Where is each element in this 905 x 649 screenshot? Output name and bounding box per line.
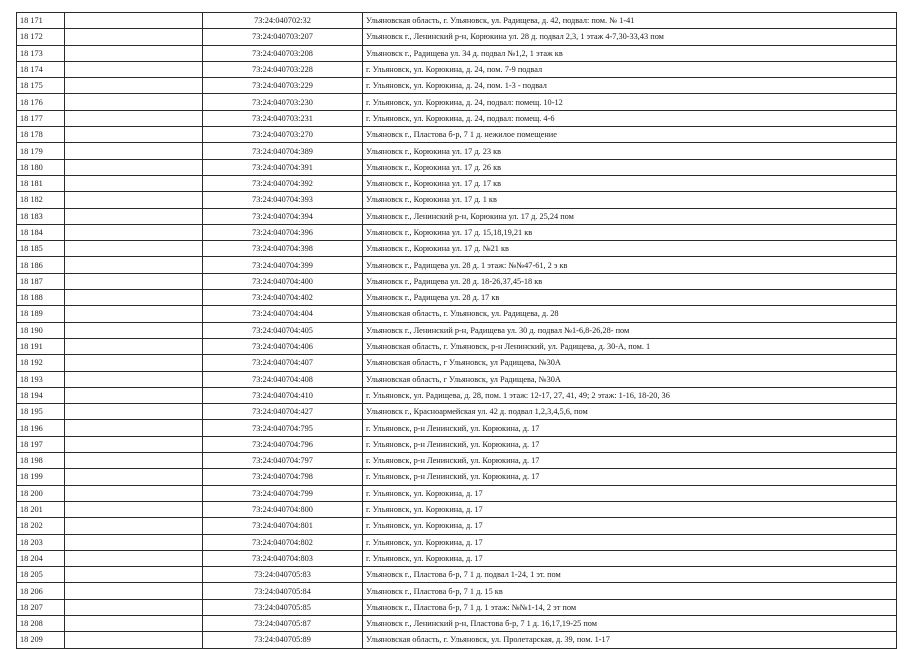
table-row (17, 550, 897, 566)
empty-cell (65, 78, 203, 94)
address-cell: г. Ульяновск, ул. Корюкина, д. 24, пом. 7-9 подвал (363, 61, 897, 77)
cadastral-number-cell: 73:24:040704:392 (203, 175, 363, 191)
cadastral-number-cell: 73:24:040704:801 (203, 518, 363, 534)
cadastral-number-cell: 73:24:040704:410 (203, 387, 363, 403)
cadastral-number-cell: 73:24:040704:406 (203, 338, 363, 354)
table-row (17, 127, 897, 143)
empty-cell (65, 306, 203, 322)
address-cell: Ульяновск г., Корюкина ул. 17 д. 23 кв (363, 143, 897, 159)
row-number-cell: 18 177 (17, 110, 65, 126)
address-cell: Ульяновская область, г Ульяновск, ул Радищева, №30А (363, 371, 897, 387)
address-cell: г. Ульяновск, ул. Корюкина, д. 17 (363, 550, 897, 566)
cadastral-number-cell: 73:24:040704:389 (203, 143, 363, 159)
row-number-cell: 18 194 (17, 387, 65, 403)
table-row (17, 485, 897, 501)
row-number-cell: 18 202 (17, 518, 65, 534)
row-number-cell: 18 189 (17, 306, 65, 322)
row-number-cell: 18 205 (17, 567, 65, 583)
empty-cell (65, 61, 203, 77)
cadastral-number-cell: 73:24:040704:799 (203, 485, 363, 501)
address-cell: г. Ульяновск, ул. Корюкина, д. 24, пом. 1-3 - подвал (363, 78, 897, 94)
row-number-cell: 18 178 (17, 127, 65, 143)
table-row (17, 159, 897, 175)
address-cell: Ульяновск г., Пластова б-р, 7 1 д. подвал 1-24, 1 эт. пом (363, 567, 897, 583)
address-cell: г. Ульяновск, р-н Ленинский, ул. Корюкина, д. 17 (363, 420, 897, 436)
empty-cell (65, 94, 203, 110)
table-row (17, 208, 897, 224)
address-cell: Ульяновск г., Пластова б-р, 7 1 д. нежилое помещение (363, 127, 897, 143)
empty-cell (65, 143, 203, 159)
row-number-cell: 18 175 (17, 78, 65, 94)
table-row (17, 583, 897, 599)
table-row (17, 534, 897, 550)
row-number-cell: 18 204 (17, 550, 65, 566)
empty-cell (65, 567, 203, 583)
row-number-cell: 18 201 (17, 501, 65, 517)
row-number-cell: 18 184 (17, 224, 65, 240)
row-number-cell: 18 185 (17, 241, 65, 257)
cadastral-number-cell: 73:24:040704:391 (203, 159, 363, 175)
table-row (17, 45, 897, 61)
empty-cell (65, 159, 203, 175)
table-row (17, 257, 897, 273)
table-row (17, 567, 897, 583)
address-cell: Ульяновск г., Корюкина ул. 17 д. 26 кв (363, 159, 897, 175)
empty-cell (65, 534, 203, 550)
address-cell: Ульяновская область, г Ульяновск, ул Радищева, №30А (363, 355, 897, 371)
address-cell: Ульяновск г., Ленинский р-н, Корюкина ул. 28 д. подвал 2,3, 1 этаж 4-7,30-33,43 пом (363, 29, 897, 45)
table-row (17, 192, 897, 208)
cadastral-number-cell: 73:24:040703:208 (203, 45, 363, 61)
address-cell: г. Ульяновск, ул. Корюкина, д. 17 (363, 485, 897, 501)
empty-cell (65, 45, 203, 61)
table-row (17, 436, 897, 452)
cadastral-number-cell: 73:24:040705:89 (203, 632, 363, 648)
table-row (17, 371, 897, 387)
table-row (17, 518, 897, 534)
empty-cell (65, 290, 203, 306)
row-number-cell: 18 197 (17, 436, 65, 452)
cadastral-number-cell: 73:24:040704:408 (203, 371, 363, 387)
address-cell: Ульяновск г., Корюкина ул. 17 д. 15,18,19,21 кв (363, 224, 897, 240)
cadastral-number-cell: 73:24:040704:404 (203, 306, 363, 322)
empty-cell (65, 404, 203, 420)
empty-cell (65, 127, 203, 143)
address-cell: г. Ульяновск, ул. Корюкина, д. 24, подвал: помещ. 4-6 (363, 110, 897, 126)
address-cell: Ульяновск г., Радищева ул. 28 д. 18-26,37,45-18 кв (363, 273, 897, 289)
row-number-cell: 18 176 (17, 94, 65, 110)
table-row (17, 469, 897, 485)
empty-cell (65, 355, 203, 371)
table-row (17, 453, 897, 469)
address-cell: г. Ульяновск, ул. Корюкина, д. 17 (363, 534, 897, 550)
row-number-cell: 18 183 (17, 208, 65, 224)
address-cell: Ульяновск г., Корюкина ул. 17 д. 1 кв (363, 192, 897, 208)
row-number-cell: 18 179 (17, 143, 65, 159)
address-cell: Ульяновск г., Ленинский р-н, Корюкина ул. 17 д. 25,24 пом (363, 208, 897, 224)
table-row (17, 94, 897, 110)
table-row (17, 306, 897, 322)
empty-cell (65, 13, 203, 29)
cadastral-number-cell: 73:24:040704:427 (203, 404, 363, 420)
row-number-cell: 18 180 (17, 159, 65, 175)
row-number-cell: 18 186 (17, 257, 65, 273)
cadastral-number-cell: 73:24:040704:394 (203, 208, 363, 224)
table-row (17, 420, 897, 436)
address-cell: г. Ульяновск, р-н Ленинский, ул. Корюкина, д. 17 (363, 453, 897, 469)
cadastral-number-cell: 73:24:040704:803 (203, 550, 363, 566)
cadastral-number-cell: 73:24:040704:399 (203, 257, 363, 273)
empty-cell (65, 257, 203, 273)
row-number-cell: 18 195 (17, 404, 65, 420)
empty-cell (65, 518, 203, 534)
address-cell: Ульяновская область, г. Ульяновск, ул. Пролетарская, д. 39, пом. 1-17 (363, 632, 897, 648)
address-cell: Ульяновская область, г. Ульяновск, ул. Радищева, д. 42, подвал: пом. № 1-41 (363, 13, 897, 29)
cadastral-number-cell: 73:24:040704:802 (203, 534, 363, 550)
address-cell: Ульяновск г., Ленинский р-н, Радищева ул. 30 д. подвал №1-6,8-26,28- пом (363, 322, 897, 338)
address-cell: Ульяновск г., Радищева ул. 34 д. подвал №1,2, 1 этаж кв (363, 45, 897, 61)
empty-cell (65, 29, 203, 45)
empty-cell (65, 241, 203, 257)
table-row (17, 61, 897, 77)
cadastral-number-cell: 73:24:040704:396 (203, 224, 363, 240)
row-number-cell: 18 172 (17, 29, 65, 45)
cadastral-number-cell: 73:24:040703:207 (203, 29, 363, 45)
empty-cell (65, 224, 203, 240)
empty-cell (65, 175, 203, 191)
cadastral-number-cell: 73:24:040705:87 (203, 615, 363, 631)
cadastral-number-cell: 73:24:040703:270 (203, 127, 363, 143)
registry-table (16, 12, 897, 649)
cadastral-number-cell: 73:24:040703:231 (203, 110, 363, 126)
empty-cell (65, 599, 203, 615)
row-number-cell: 18 173 (17, 45, 65, 61)
cadastral-number-cell: 73:24:040704:400 (203, 273, 363, 289)
empty-cell (65, 322, 203, 338)
table-row (17, 143, 897, 159)
address-cell: Ульяновская область, г. Ульяновск, ул. Радищева, д. 28 (363, 306, 897, 322)
empty-cell (65, 485, 203, 501)
row-number-cell: 18 206 (17, 583, 65, 599)
cadastral-number-cell: 73:24:040705:85 (203, 599, 363, 615)
empty-cell (65, 420, 203, 436)
cadastral-number-cell: 73:24:040704:797 (203, 453, 363, 469)
empty-cell (65, 208, 203, 224)
table-row (17, 29, 897, 45)
registry-table-body (17, 13, 897, 649)
address-cell: г. Ульяновск, ул. Корюкина, д. 17 (363, 501, 897, 517)
address-cell: г. Ульяновск, ул. Радищева, д. 28, пом. 1 этаж: 12-17, 27, 41, 49; 2 этаж: 1-16, 18-20, 36 (363, 387, 897, 403)
address-cell: Ульяновская область, г. Ульяновск, р-н Ленинский, ул. Радищева, д. 30-А, пом. 1 (363, 338, 897, 354)
empty-cell (65, 192, 203, 208)
table-row (17, 322, 897, 338)
row-number-cell: 18 209 (17, 632, 65, 648)
empty-cell (65, 615, 203, 631)
table-row (17, 599, 897, 615)
address-cell: Ульяновск г., Корюкина ул. 17 д. 17 кв (363, 175, 897, 191)
empty-cell (65, 371, 203, 387)
empty-cell (65, 550, 203, 566)
address-cell: Ульяновск г., Ленинский р-н, Пластова б-р, 7 1 д. 16,17,19-25 пом (363, 615, 897, 631)
row-number-cell: 18 208 (17, 615, 65, 631)
cadastral-number-cell: 73:24:040704:798 (203, 469, 363, 485)
row-number-cell: 18 198 (17, 453, 65, 469)
table-row (17, 615, 897, 631)
empty-cell (65, 387, 203, 403)
table-row (17, 501, 897, 517)
row-number-cell: 18 181 (17, 175, 65, 191)
address-cell: г. Ульяновск, р-н Ленинский, ул. Корюкина, д. 17 (363, 436, 897, 452)
cadastral-number-cell: 73:24:040705:83 (203, 567, 363, 583)
row-number-cell: 18 191 (17, 338, 65, 354)
table-row (17, 241, 897, 257)
address-cell: Ульяновск г., Красноармейская ул. 42 д. подвал 1,2,3,4,5,6, пом (363, 404, 897, 420)
empty-cell (65, 436, 203, 452)
empty-cell (65, 453, 203, 469)
row-number-cell: 18 192 (17, 355, 65, 371)
row-number-cell: 18 207 (17, 599, 65, 615)
cadastral-number-cell: 73:24:040704:402 (203, 290, 363, 306)
table-row (17, 273, 897, 289)
row-number-cell: 18 182 (17, 192, 65, 208)
cadastral-number-cell: 73:24:040703:230 (203, 94, 363, 110)
cadastral-number-cell: 73:24:040704:398 (203, 241, 363, 257)
row-number-cell: 18 196 (17, 420, 65, 436)
cadastral-number-cell: 73:24:040702:32 (203, 13, 363, 29)
cadastral-number-cell: 73:24:040703:229 (203, 78, 363, 94)
table-row (17, 110, 897, 126)
row-number-cell: 18 203 (17, 534, 65, 550)
table-row (17, 13, 897, 29)
address-cell: Ульяновск г., Радищева ул. 28 д. 17 кв (363, 290, 897, 306)
cadastral-number-cell: 73:24:040704:393 (203, 192, 363, 208)
cadastral-number-cell: 73:24:040704:405 (203, 322, 363, 338)
table-row (17, 175, 897, 191)
address-cell: Ульяновск г., Пластова б-р, 7 1 д. 1 этаж: №№1-14, 2 эт пом (363, 599, 897, 615)
table-row (17, 404, 897, 420)
row-number-cell: 18 193 (17, 371, 65, 387)
address-cell: Ульяновск г., Корюкина ул. 17 д. №21 кв (363, 241, 897, 257)
empty-cell (65, 469, 203, 485)
table-row (17, 355, 897, 371)
empty-cell (65, 501, 203, 517)
row-number-cell: 18 200 (17, 485, 65, 501)
address-cell: Ульяновск г., Радищева ул. 28 д. 1 этаж: №№47-61, 2 э кв (363, 257, 897, 273)
table-row (17, 387, 897, 403)
row-number-cell: 18 171 (17, 13, 65, 29)
empty-cell (65, 110, 203, 126)
table-row (17, 338, 897, 354)
cadastral-number-cell: 73:24:040705:84 (203, 583, 363, 599)
cadastral-number-cell: 73:24:040704:800 (203, 501, 363, 517)
row-number-cell: 18 190 (17, 322, 65, 338)
cadastral-number-cell: 73:24:040704:796 (203, 436, 363, 452)
empty-cell (65, 338, 203, 354)
table-row (17, 78, 897, 94)
cadastral-number-cell: 73:24:040704:407 (203, 355, 363, 371)
empty-cell (65, 273, 203, 289)
address-cell: Ульяновск г., Пластова б-р, 7 1 д. 15 кв (363, 583, 897, 599)
row-number-cell: 18 187 (17, 273, 65, 289)
cadastral-number-cell: 73:24:040704:795 (203, 420, 363, 436)
address-cell: г. Ульяновск, ул. Корюкина, д. 17 (363, 518, 897, 534)
row-number-cell: 18 188 (17, 290, 65, 306)
row-number-cell: 18 174 (17, 61, 65, 77)
empty-cell (65, 583, 203, 599)
address-cell: г. Ульяновск, ул. Корюкина, д. 24, подвал: помещ. 10-12 (363, 94, 897, 110)
cadastral-number-cell: 73:24:040703:228 (203, 61, 363, 77)
table-row (17, 224, 897, 240)
address-cell: г. Ульяновск, р-н Ленинский, ул. Корюкина, д. 17 (363, 469, 897, 485)
table-row (17, 290, 897, 306)
row-number-cell: 18 199 (17, 469, 65, 485)
